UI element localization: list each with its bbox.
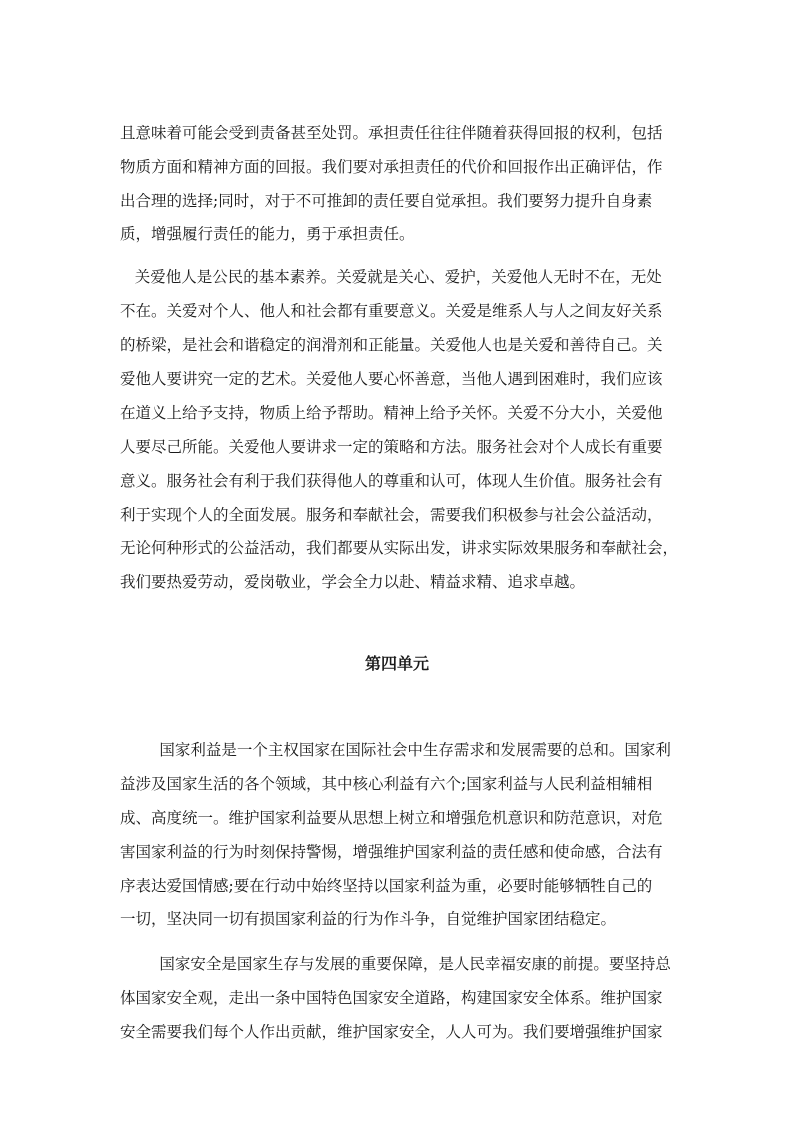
text-line: 安全需要我们每个人作出贡献，维护国家安全，人人可为。我们要增强维护国家 <box>120 1023 663 1041</box>
text-line: 出合理的选择;同时，对于不可推卸的责任要自觉承担。我们要努力提升自身素 <box>120 192 653 210</box>
text-line: 我们要热爱劳动，爱岗敬业，学会全力以赴、精益求精、追求卓越。 <box>120 573 586 591</box>
text-line: 害国家利益的行为时刻保持警惕，增强维护国家利益的责任感和使命感，合法有 <box>120 843 663 861</box>
text-line: 不在。关爱对个人、他人和社会都有重要意义。关爱是维系人与人之间友好关系 <box>120 302 663 320</box>
text-line: 利于实现个人的全面发展。服务和奉献社会，需要我们积极参与社会公益活动， <box>120 506 663 524</box>
text-line: 关爱他人是公民的基本素养。关爱就是关心、爱护，关爱他人无时不在，无处 <box>120 268 662 286</box>
text-line: 的桥梁，是社会和谐稳定的润滑剂和正能量。关爱他人也是关爱和善待自己。关 <box>120 336 663 354</box>
text-line: 益涉及国家生活的各个领域，其中核心利益有六个;国家利益与人民利益相辅相 <box>120 775 653 793</box>
text-line: 质，增强履行责任的能力，勇于承担责任。 <box>120 225 415 243</box>
text-line: 在道义上给予支持，物质上给予帮助。精神上给予关怀。关爱不分大小，关爱他 <box>120 404 663 422</box>
text-line: 一切，坚决同一切有损国家利益的行为作斗争，自觉维护国家团结稳定。 <box>120 910 617 928</box>
text-line: 人要尽己所能。关爱他人要讲求一定的策略和方法。服务社会对个人成长有重要 <box>120 438 663 456</box>
text-line: 成、高度统一。维护国家利益要从思想上树立和增强危机意识和防范意识，对危 <box>120 809 663 827</box>
section-heading: 第四单元 <box>364 654 429 673</box>
text-line: 爱他人要讲究一定的艺术。关爱他人要心怀善意，当他人遇到困难时，我们应该 <box>120 370 663 388</box>
text-line: 序表达爱国情感;要在行动中始终坚持以国家利益为重，必要时能够牺牲自己的 <box>120 877 653 895</box>
text-line: 体国家安全观，走出一条中国特色国家安全道路，构建国家安全体系。维护国家 <box>120 989 663 1007</box>
text-line: 国家安全是国家生存与发展的重要保障，是人民幸福安康的前提。要坚持总 <box>120 955 671 973</box>
text-line: 且意味着可能会受到责备甚至处罚。承担责任往往伴随着获得回报的权利，包括 <box>120 124 663 142</box>
text-line: 意义。服务社会有利于我们获得他人的尊重和认可，体现人生价值。服务社会有 <box>120 472 663 490</box>
text-line: 无论何种形式的公益活动，我们都要从实际出发，讲求实际效果服务和奉献社会， <box>120 539 679 557</box>
text-line: 物质方面和精神方面的回报。我们要对承担责任的代价和回报作出正确评估，作 <box>120 158 663 176</box>
text-line: 国家利益是一个主权国家在国际社会中生存需求和发展需要的总和。国家利 <box>120 741 671 759</box>
